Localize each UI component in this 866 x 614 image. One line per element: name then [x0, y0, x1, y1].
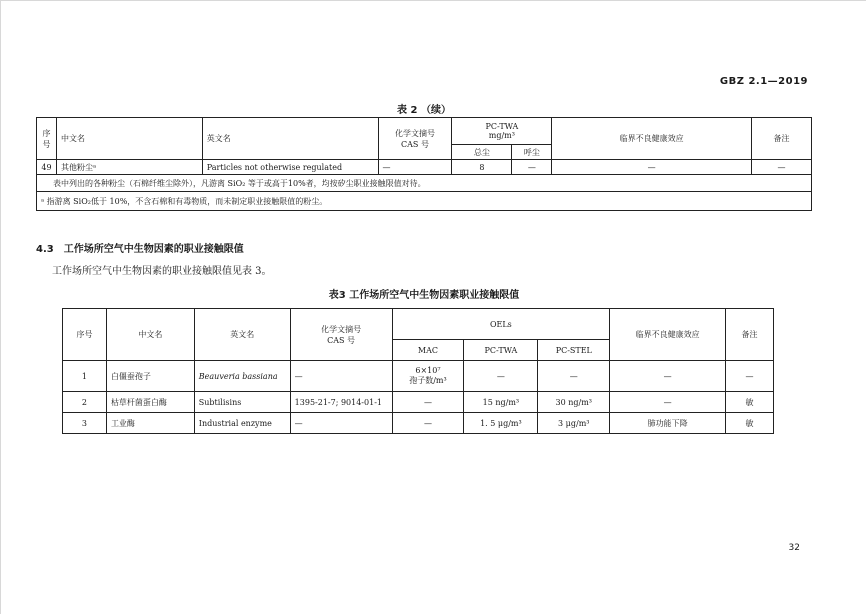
t3-cell-mac: — — [392, 413, 464, 434]
t2-cell-cn-name: 其他粉尘ᵃ — [56, 160, 202, 175]
t2-header-pctwa — [452, 118, 552, 145]
t2-cell-effect: — — [552, 160, 752, 175]
t2-cell-remark: — — [752, 160, 812, 175]
t2-cell-total-dust: 8 — [452, 160, 512, 175]
t2-cell-seq: 49 — [37, 160, 57, 175]
t2-cell-cas: — — [378, 160, 452, 175]
t3-cell-cn-name: 工业酶 — [106, 413, 194, 434]
table3-caption: 表3 工作场所空气中生物因素职业接触限值 — [328, 290, 520, 301]
t3-cell-mac-line1: 6×10⁷ — [415, 366, 441, 375]
t2-note-1: 表中列出的各种粉尘（石棉纤维尘除外），凡游离 SiO₂ 等于或高于10%者，均按矽尘职业接触限值对待。 — [37, 175, 812, 192]
t3-cell-mac — [392, 361, 464, 392]
t3-cell-pctwa: 1. 5 μg/m³ — [464, 413, 538, 434]
t2-header-pctwa-unit: mg/m³ — [488, 131, 515, 140]
t2-note-2: ᵃ 指游离 SiO₂低于 10%，不含石棉和有毒物质，而未制定职业接触限值的粉尘。 — [37, 192, 812, 211]
t3-cell-seq: 2 — [63, 392, 107, 413]
table2 — [36, 117, 812, 211]
t3-cell-pctwa: 15 ng/m³ — [464, 392, 538, 413]
t2-header-cas-line2: CAS 号 — [401, 139, 429, 149]
t2-header-resp-dust: 呼尘 — [512, 145, 552, 160]
t3-cell-remark: — — [726, 361, 774, 392]
t3-cell-seq: 1 — [63, 361, 107, 392]
t3-header-mac: MAC — [392, 340, 464, 361]
page-number: 32 — [788, 543, 800, 553]
t3-cell-mac: — — [392, 392, 464, 413]
t2-header-remark: 备注 — [752, 118, 812, 160]
t3-cell-cas: 1395-21-7; 9014-01-1 — [290, 392, 392, 413]
t3-cell-cas: — — [290, 413, 392, 434]
t2-header-cas — [378, 118, 452, 160]
t3-header-cas-line1: 化学文摘号 — [321, 324, 362, 334]
t2-header-total-dust: 总尘 — [452, 145, 512, 160]
t3-cell-en-name: Beauveria bassiana — [194, 361, 290, 392]
t3-header-remark: 备注 — [726, 309, 774, 361]
t2-header-en-name: 英文名 — [202, 118, 378, 160]
table-row — [63, 392, 774, 413]
section-heading — [36, 240, 254, 255]
t3-header-cas-line2: CAS 号 — [327, 335, 356, 345]
t2-cell-resp-dust: — — [512, 160, 552, 175]
table-row — [63, 413, 774, 434]
t3-header-pctwa: PC-TWA — [464, 340, 538, 361]
t3-cell-pctwa: — — [464, 361, 538, 392]
t3-cell-remark: 敏 — [726, 392, 774, 413]
t2-header-cn-name: 中文名 — [56, 118, 202, 160]
t3-cell-effect: — — [610, 361, 726, 392]
table3 — [62, 308, 774, 434]
t3-cell-seq: 3 — [63, 413, 107, 434]
t3-header-seq: 序号 — [63, 309, 107, 361]
t2-header-effect: 临界不良健康效应 — [552, 118, 752, 160]
section-number: 4.3 — [36, 244, 54, 255]
t3-header-pcstel: PC-STEL — [538, 340, 610, 361]
t3-header-cn-name: 中文名 — [106, 309, 194, 361]
t3-header-oels: OELs — [392, 309, 610, 340]
t3-cell-en-name: Subtilisins — [194, 392, 290, 413]
t3-cell-pcstel: — — [538, 361, 610, 392]
t3-header-en-name: 英文名 — [194, 309, 290, 361]
t3-cell-mac-line2: 孢子数/m³ — [409, 376, 447, 385]
t3-cell-remark: 敏 — [726, 413, 774, 434]
table2-caption: 表 2 （续） — [397, 105, 451, 116]
section-paragraph: 工作场所空气中生物因素的职业接触限值见表 3。 — [52, 266, 272, 277]
t3-cell-cn-name: 白僵蚕孢子 — [106, 361, 194, 392]
t3-cell-cas: — — [290, 361, 392, 392]
table-row — [37, 160, 812, 175]
page-edge-left — [0, 0, 1, 614]
t2-header-pctwa-label: PC-TWA — [485, 122, 519, 131]
table-row — [63, 361, 774, 392]
t3-cell-effect: — — [610, 392, 726, 413]
section-title: 工作场所空气中生物因素的职业接触限值 — [63, 244, 244, 255]
t2-header-cas-line1: 化学文摘号 — [395, 128, 435, 138]
t2-cell-en-name: Particles not otherwise regulated — [202, 160, 378, 175]
page-edge-top — [0, 0, 866, 1]
t3-header-effect: 临界不良健康效应 — [610, 309, 726, 361]
standard-code: GBZ 2.1—2019 — [719, 76, 808, 87]
t3-cell-pcstel: 3 μg/m³ — [538, 413, 610, 434]
t3-cell-cn-name: 枯草杆菌蛋白酶 — [106, 392, 194, 413]
t3-cell-pcstel: 30 ng/m³ — [538, 392, 610, 413]
t3-header-cas — [290, 309, 392, 361]
t3-cell-en-name: Industrial enzyme — [194, 413, 290, 434]
t3-cell-effect: 肺功能下降 — [610, 413, 726, 434]
t2-header-seq: 序号 — [37, 118, 57, 160]
